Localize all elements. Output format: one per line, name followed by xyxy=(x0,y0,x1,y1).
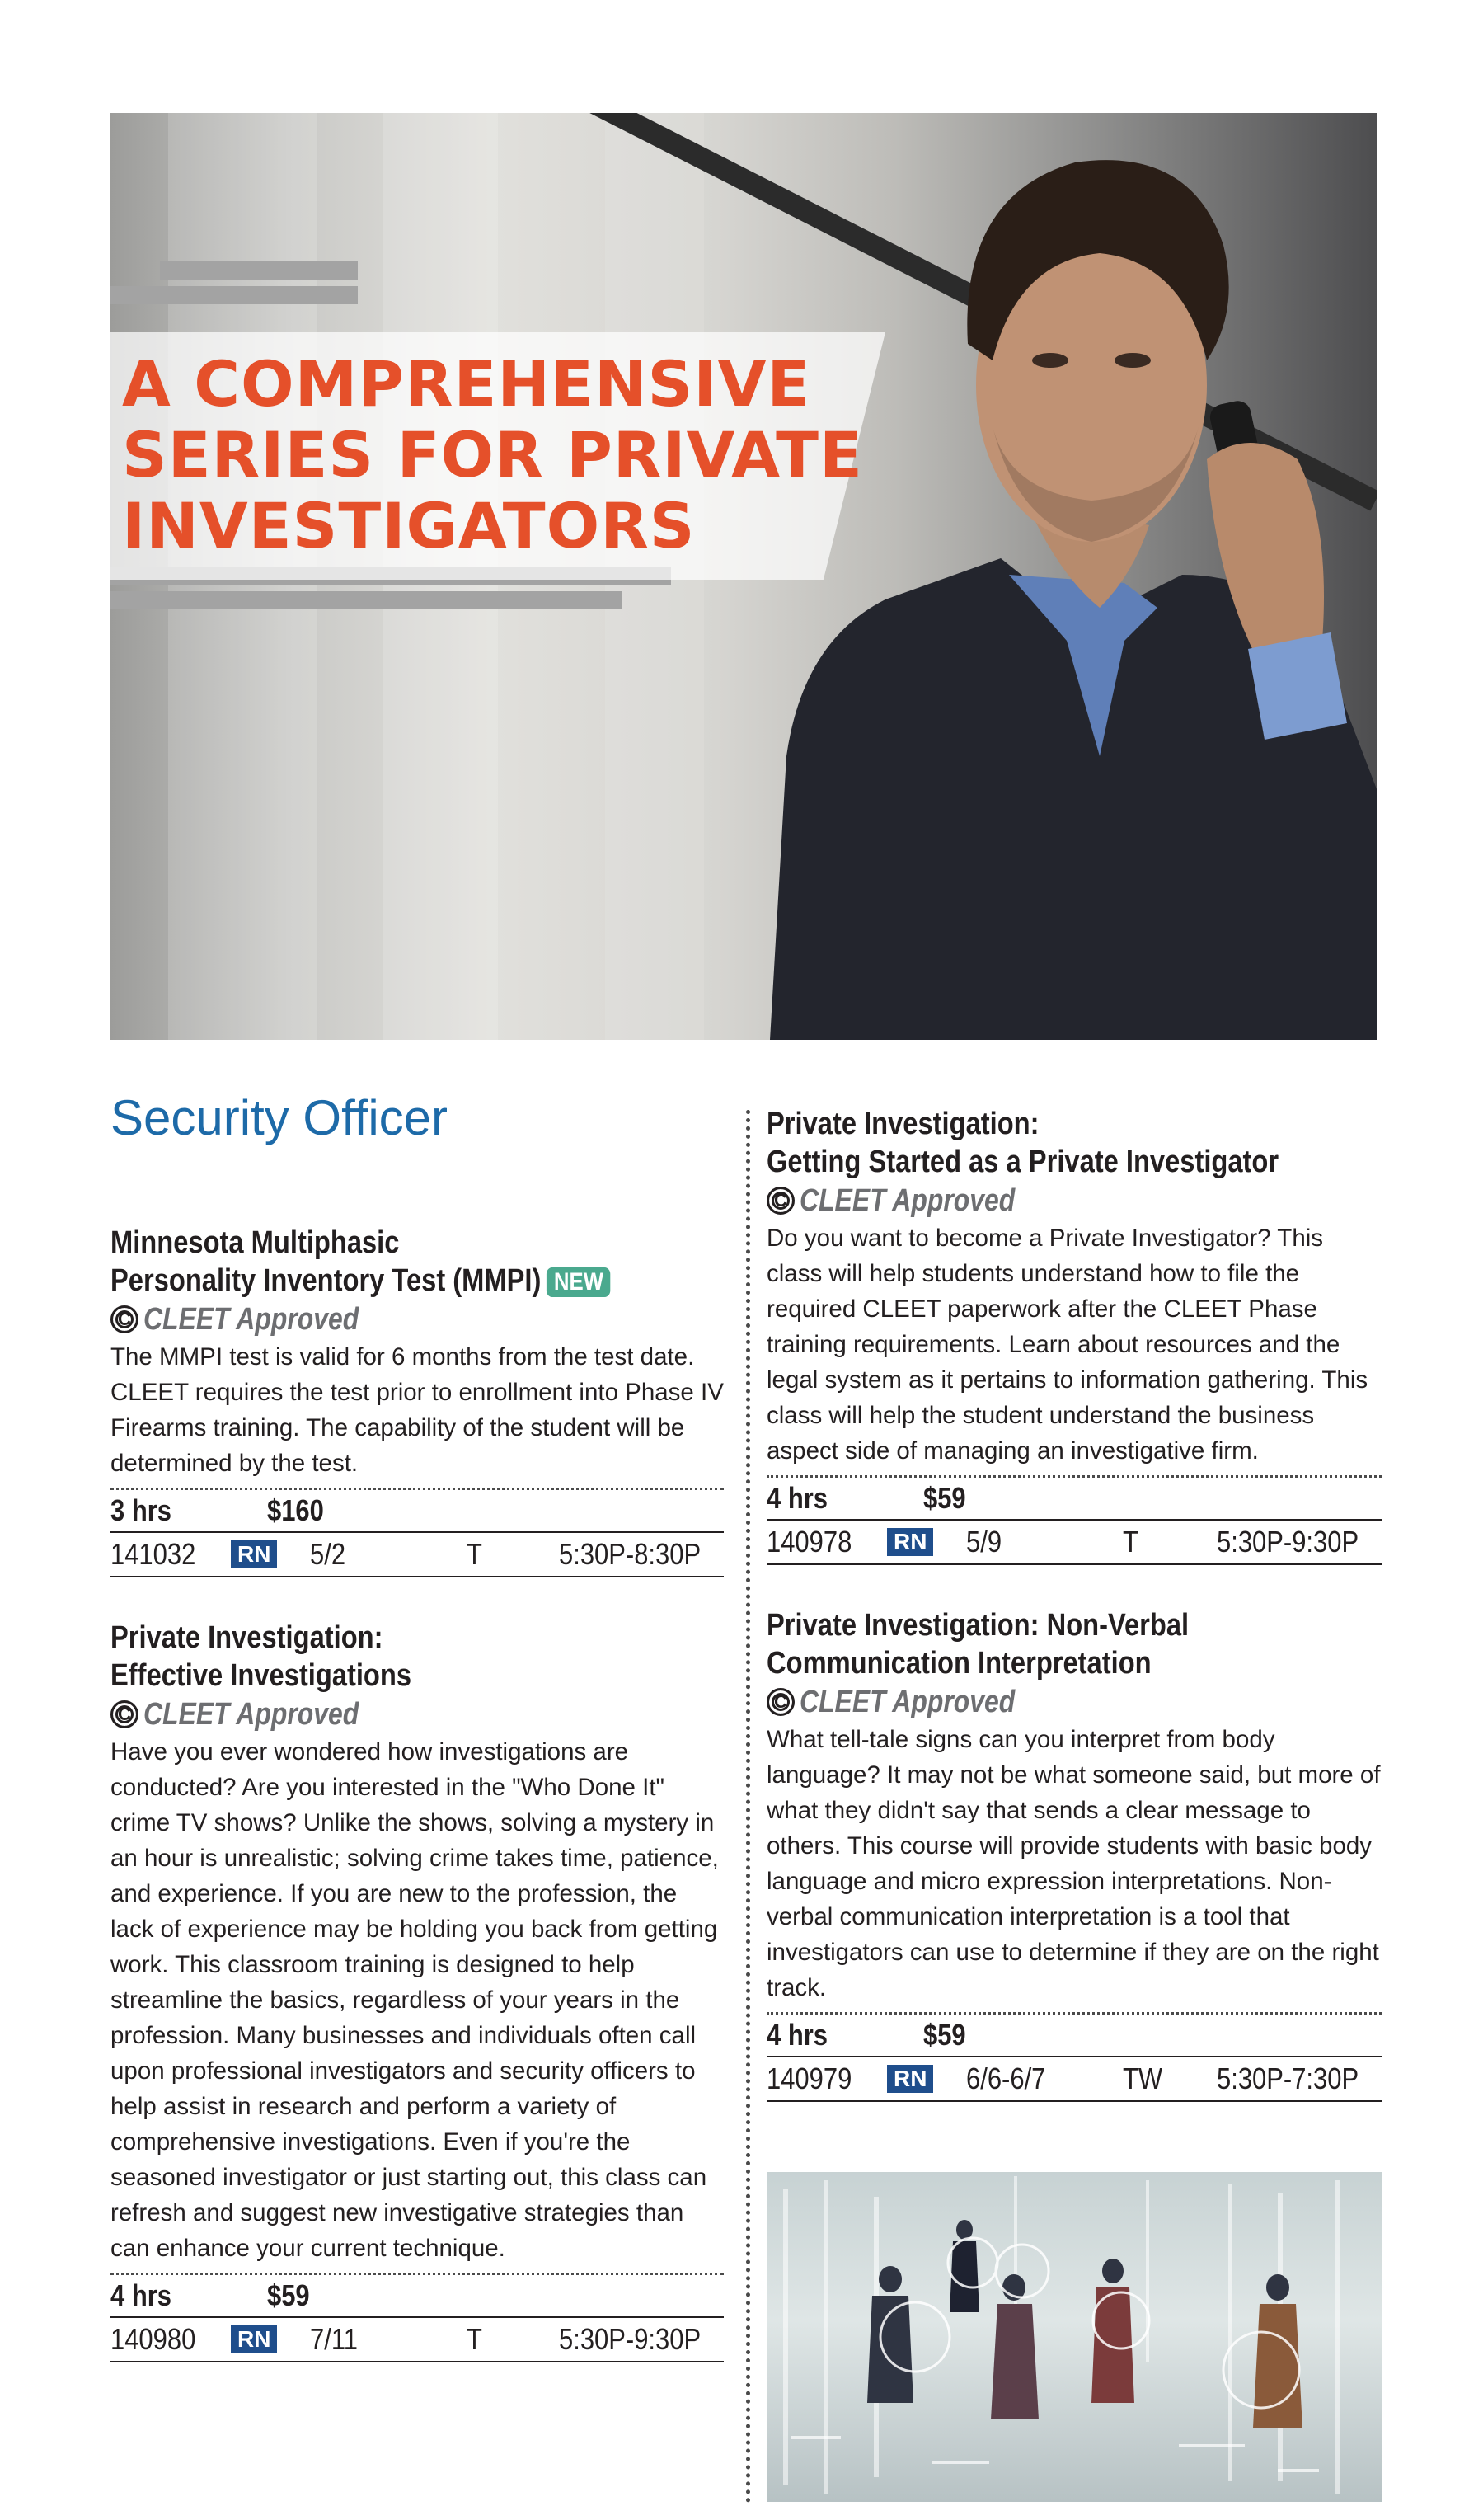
people-walking-photo xyxy=(767,2172,1382,2502)
course-price: $59 xyxy=(923,2018,966,2052)
course-title-line: Minnesota Multiphasic xyxy=(110,1225,400,1260)
section-row xyxy=(767,2056,1382,2102)
location-badge: RN xyxy=(887,2065,933,2093)
headline-line-2: SERIES FOR PRIVATE xyxy=(122,418,863,491)
course-date: 7/11 xyxy=(310,2322,359,2356)
column-divider xyxy=(746,1110,750,2504)
course-day: T xyxy=(467,2322,483,2356)
course-date: 5/9 xyxy=(966,1525,1002,1559)
course-title xyxy=(110,1224,638,1300)
course-day: TW xyxy=(1123,2062,1163,2095)
course-title-line: Private Investigation: xyxy=(767,1107,1040,1141)
course-number: 140980 xyxy=(110,2322,196,2356)
section-row xyxy=(110,1531,724,1577)
cleet-c-icon: C xyxy=(110,1305,138,1333)
approved-label: CLEET Approved xyxy=(800,1684,1016,1719)
cleet-approved xyxy=(110,1695,724,1734)
cleet-approved xyxy=(767,1682,1382,1722)
course-meta xyxy=(110,2273,724,2362)
course-hours: 4 hrs xyxy=(767,1481,828,1515)
course-hours: 3 hrs xyxy=(110,1493,172,1527)
location-badge: RN xyxy=(231,2325,277,2353)
course-mmpi xyxy=(110,1224,724,1577)
course-price: $59 xyxy=(923,1481,966,1515)
course-time: 5:30P-7:30P xyxy=(1216,2062,1359,2095)
hero-headline xyxy=(122,349,863,562)
course-title-line: Private Investigation: xyxy=(110,1620,383,1655)
course-number: 141032 xyxy=(110,1537,196,1571)
location-badge: RN xyxy=(231,1540,277,1568)
new-badge: NEW xyxy=(547,1267,610,1297)
course-number: 140978 xyxy=(767,1525,852,1559)
right-column xyxy=(767,1105,1382,2143)
left-column xyxy=(110,1087,724,2404)
course-price: $59 xyxy=(267,2278,310,2312)
course-description: What tell-tale signs can you interpret from body language? It may not be what someone said, but more of what they didn't say that sends a clear message to others. This course will provide students with basic body language and micro expression interpretations. Non-verbal communication interpretation is a tool that investigators can use to determine if they are on the right track. xyxy=(767,1726,1381,2001)
course-time: 5:30P-9:30P xyxy=(558,2322,701,2356)
course-title xyxy=(767,1606,1296,1682)
course-title xyxy=(767,1105,1296,1181)
course-day: T xyxy=(1123,1525,1139,1559)
course-getting-started xyxy=(767,1105,1382,1565)
course-hours: 4 hrs xyxy=(110,2278,172,2312)
course-meta xyxy=(110,1488,724,1577)
course-hours: 4 hrs xyxy=(767,2018,828,2052)
course-date: 6/6-6/7 xyxy=(966,2062,1046,2095)
headline-line-1: A COMPREHENSIVE xyxy=(122,347,811,421)
people-walking-illustration xyxy=(767,2172,1382,2502)
headline-line-3: INVESTIGATORS xyxy=(122,489,696,562)
course-title xyxy=(110,1619,638,1695)
course-meta xyxy=(767,2012,1382,2102)
course-title-line: Effective Investigations xyxy=(110,1658,412,1693)
course-description: Do you want to become a Private Investigator? This class will help students understand how to file the required CLEET paperwork after the CLEET Phase training requirements. Learn about resources and the legal system as it pertains to information gathering. This class will help the student understand the business aspect side of managing an investigative firm. xyxy=(767,1225,1368,1465)
course-meta xyxy=(767,1475,1382,1565)
cleet-approved xyxy=(110,1300,724,1339)
cleet-c-icon: C xyxy=(767,1688,795,1716)
section-title: Security Officer xyxy=(110,1090,448,1145)
course-price: $160 xyxy=(267,1493,324,1527)
course-title-line: Private Investigation: Non-Verbal xyxy=(767,1608,1190,1643)
course-title-line xyxy=(110,1262,638,1300)
course-title-line: Communication Interpretation xyxy=(767,1646,1152,1681)
course-title-text: Personality Inventory Test (MMPI) xyxy=(110,1263,542,1298)
approved-label: CLEET Approved xyxy=(143,1696,359,1732)
cleet-approved xyxy=(767,1181,1382,1220)
approved-label: CLEET Approved xyxy=(143,1301,359,1337)
course-date: 5/2 xyxy=(310,1537,346,1571)
section-row xyxy=(110,2316,724,2362)
course-time: 5:30P-8:30P xyxy=(558,1537,701,1571)
course-description: Have you ever wondered how investigations are conducted? Are you interested in the "Who Done It" crime TV shows? Unlike the shows, solving a mystery in an hour is unrealistic; solving crime takes time, patience, and experience. If you are new to the profession, the lack of experience may be holding you back from getting work. This classroom training is designed to help streamline the basics, regardless of your years in the profession. Many businesses and individuals often call upon professional investigators and security officers to help assist in research and perform a variety of comprehensive investigations. Even if you're the seasoned investigator or just starting out, this class can refresh and suggest new investigative strategies than can enhance your current technique. xyxy=(110,1738,719,2262)
cleet-c-icon: C xyxy=(767,1187,795,1215)
course-title-line: Getting Started as a Private Investigator xyxy=(767,1145,1279,1179)
course-non-verbal xyxy=(767,1606,1382,2102)
course-time: 5:30P-9:30P xyxy=(1216,1525,1359,1559)
section-row xyxy=(767,1519,1382,1565)
cleet-c-icon: C xyxy=(110,1700,138,1728)
course-description: The MMPI test is valid for 6 months from the test date. CLEET requires the test prior to enrollment into Phase IV Firearms training. The capability of the student will be determined by the test. xyxy=(110,1343,724,1477)
course-day: T xyxy=(467,1537,483,1571)
course-effective-investigations xyxy=(110,1619,724,2362)
location-badge: RN xyxy=(887,1528,933,1556)
approved-label: CLEET Approved xyxy=(800,1182,1016,1218)
hero-image xyxy=(110,113,1377,1040)
course-number: 140979 xyxy=(767,2062,852,2095)
